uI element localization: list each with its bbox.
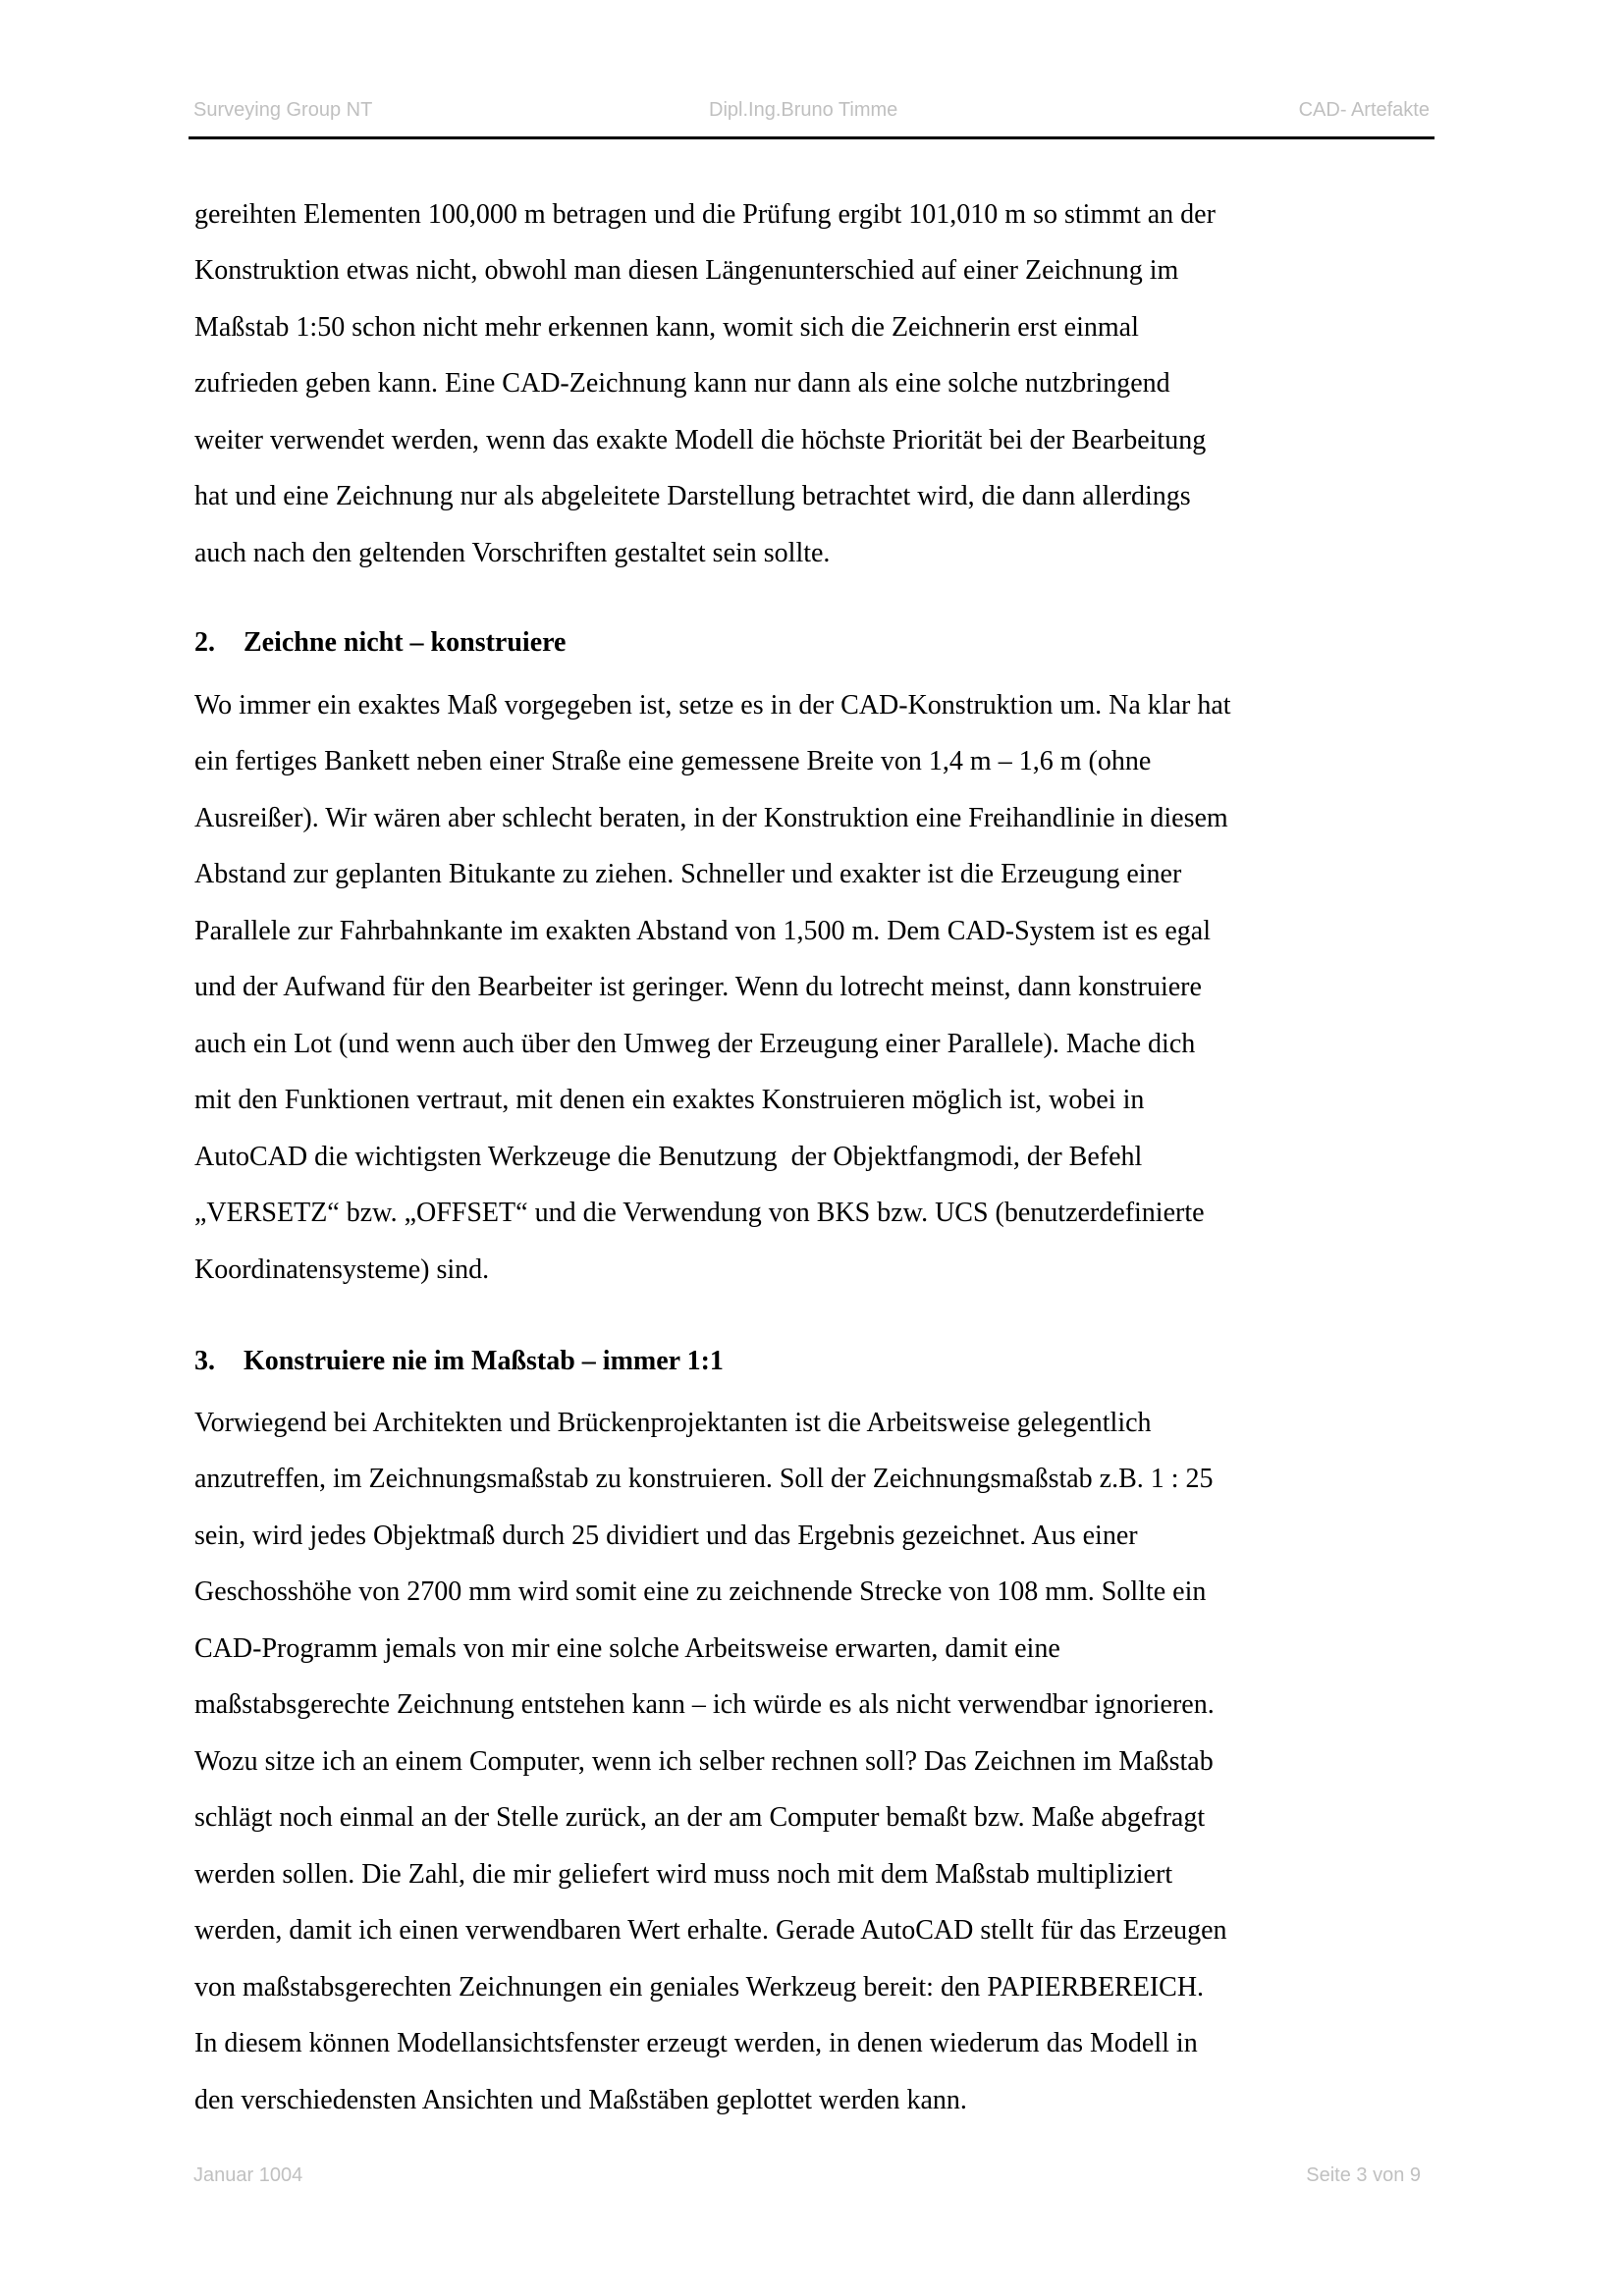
section-heading [194, 1348, 724, 1375]
text-line: sein, wird jedes Objektmaß durch 25 dividiert und das Ergebnis gezeichnet. Aus einer [194, 1521, 1138, 1551]
text-line: Vorwiegend bei Architekten und Brückenprojektanten ist die Arbeitsweise gelegentlich [194, 1408, 1152, 1438]
text-line: maßstabsgerechte Zeichnung entstehen kann – ich würde es als nicht verwendbar ignorieren. [194, 1689, 1215, 1720]
text-line: und der Aufwand für den Bearbeiter ist geringer. Wenn du lotrecht meinst, dann konstruiere [194, 972, 1202, 1002]
text-line: In diesem können Modellansichtsfenster erzeugt werden, in denen wiederum das Modell in [194, 2028, 1198, 2058]
header-organization: Surveying Group NT [193, 99, 373, 121]
header-document-title: CAD- Artefakte [1298, 99, 1430, 121]
header-rule [189, 136, 1435, 139]
text-line: auch ein Lot (und wenn auch über den Umweg der Erzeugung einer Parallele). Mache dich [194, 1029, 1196, 1059]
text-line: werden sollen. Die Zahl, die mir geliefert wird muss noch mit dem Maßstab multipliziert [194, 1859, 1173, 1890]
section-number: 3. [194, 1346, 215, 1376]
text-line: Konstruktion etwas nicht, obwohl man diesen Längenunterschied auf einer Zeichnung im [194, 255, 1179, 286]
text-line: AutoCAD die wichtigsten Werkzeuge die Benutzung der Objektfangmodi, der Befehl [194, 1142, 1143, 1172]
text-line: CAD-Programm jemals von mir eine solche Arbeitsweise erwarten, damit eine [194, 1633, 1060, 1664]
text-line: Koordinatensysteme) sind. [194, 1255, 490, 1285]
text-line: ein fertiges Bankett neben einer Straße eine gemessene Breite von 1,4 m – 1,6 m (ohne [194, 746, 1152, 776]
text-line: Ausreißer). Wir wären aber schlecht beraten, in der Konstruktion eine Freihandlinie in diesem [194, 803, 1228, 833]
section-title: Zeichne nicht – konstruiere [244, 627, 567, 658]
text-line: Parallele zur Fahrbahnkante im exakten Abstand von 1,500 m. Dem CAD-System ist es egal [194, 916, 1212, 946]
text-line: schlägt noch einmal an der Stelle zurück, an der am Computer bemaßt bzw. Maße abgefragt [194, 1802, 1206, 1833]
text-line: gereihten Elementen 100,000 m betragen und die Prüfung ergibt 101,010 m so stimmt an der [194, 199, 1216, 230]
text-line: weiter verwendet werden, wenn das exakte Modell die höchste Priorität bei der Bearbeitung [194, 425, 1207, 455]
text-line: hat und eine Zeichnung nur als abgeleitete Darstellung betrachtet wird, die dann allerdings [194, 481, 1191, 511]
text-line: von maßstabsgerechten Zeichnungen ein geniales Werkzeug bereit: den PAPIERBEREICH. [194, 1972, 1205, 2002]
text-line: zufrieden geben kann. Eine CAD-Zeichnung kann nur dann als eine solche nutzbringend [194, 368, 1170, 399]
text-line: „VERSETZ“ bzw. „OFFSET“ und die Verwendung von BKS bzw. UCS (benutzerdefinierte [194, 1198, 1205, 1228]
section-number: 2. [194, 627, 215, 658]
text-line: Abstand zur geplanten Bitukante zu ziehen. Schneller und exakter ist die Erzeugung einer [194, 859, 1182, 889]
text-line: Maßstab 1:50 schon nicht mehr erkennen kann, womit sich die Zeichnerin erst einmal [194, 312, 1139, 343]
footer-date: Januar 1004 [193, 2164, 303, 2186]
text-line: Wo immer ein exaktes Maß vorgegeben ist, setze es in der CAD-Konstruktion um. Na klar hat [194, 690, 1231, 721]
section-title: Konstruiere nie im Maßstab – immer 1:1 [244, 1346, 724, 1376]
text-line: auch nach den geltenden Vorschriften gestaltet sein sollte. [194, 538, 831, 568]
text-line: den verschiedensten Ansichten und Maßstäben geplottet werden kann. [194, 2085, 967, 2115]
text-line: Wozu sitze ich an einem Computer, wenn ich selber rechnen soll? Das Zeichnen im Maßstab [194, 1746, 1214, 1777]
footer-page-number: Seite 3 von 9 [1306, 2164, 1421, 2186]
header-author: Dipl.Ing.Bruno Timme [709, 99, 898, 121]
text-line: anzutreffen, im Zeichnungsmaßstab zu konstruieren. Soll der Zeichnungsmaßstab z.B. 1 : 25 [194, 1464, 1214, 1494]
text-line: werden, damit ich einen verwendbaren Wert erhalte. Gerade AutoCAD stellt für das Erzeugen [194, 1915, 1227, 1946]
section-heading [194, 629, 566, 657]
text-line: Geschosshöhe von 2700 mm wird somit eine zu zeichnende Strecke von 108 mm. Sollte ein [194, 1576, 1207, 1607]
text-line: mit den Funktionen vertraut, mit denen ein exaktes Konstruieren möglich ist, wobei in [194, 1085, 1145, 1115]
